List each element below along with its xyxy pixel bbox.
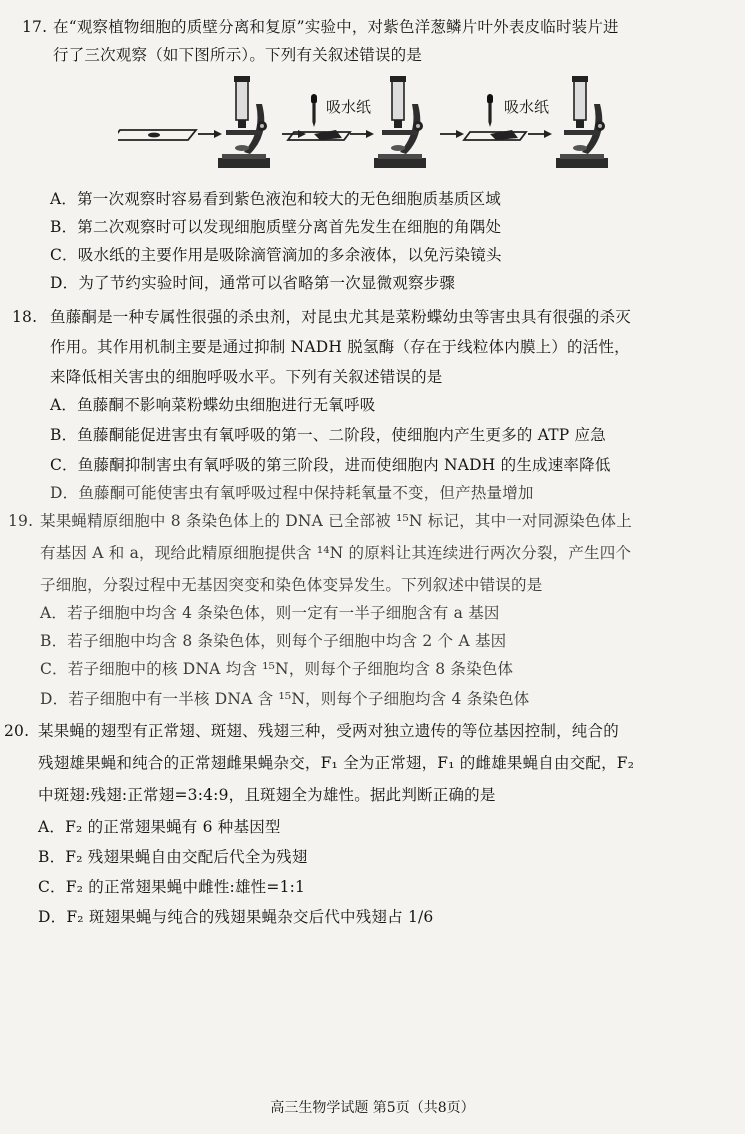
experiment-figure	[118, 74, 618, 174]
q17-option-d: D．为了节约实验时间，通常可以省略第一次显微观察步骤	[50, 274, 456, 292]
q20-option-c: C．F₂ 的正常翅果蝇中雌性:雄性=1:1	[38, 878, 306, 896]
q19-stem-line-1: 某果蝇精原细胞中 8 条染色体上的 DNA 已全部被 ¹⁵N 标记，其中一对同源染色体上	[40, 512, 632, 530]
q19-stem-line-2: 有基因 A 和 a，现给此精原细胞提供含 ¹⁴N 的原料让其连续进行两次分裂，产生四个	[40, 544, 632, 562]
slide-3	[464, 130, 526, 140]
q20-stem-line-3: 中斑翅:残翅:正常翅=3:4:9，且斑翅全为雄性。据此判断正确的是	[38, 786, 496, 804]
q17-option-b: B．第二次观察时可以发现细胞质壁分离首先发生在细胞的角隅处	[50, 218, 502, 236]
q20-option-d: D．F₂ 斑翅果蝇与纯合的残翅果蝇杂交后代中残翅占 1/6	[38, 908, 434, 926]
absorbent-paper-label-1: 吸水纸	[326, 98, 372, 116]
q19-option-c: C．若子细胞中的核 DNA 均含 ¹⁵N，则每个子细胞均含 8 条染色体	[40, 660, 514, 678]
q20-option-b: B．F₂ 残翅果蝇自由交配后代全为残翅	[38, 848, 308, 866]
q18-stem-line-1: 鱼藤酮是一种专属性很强的杀虫剂，对昆虫尤其是菜粉蝶幼虫等害虫具有很强的杀灭	[50, 308, 631, 326]
page-footer: 高三生物学试题 第5页（共8页）	[270, 1100, 475, 1116]
q18-option-a: A．鱼藤酮不影响菜粉蝶幼虫细胞进行无氧呼吸	[50, 396, 376, 414]
q18-stem-line-2: 作用。其作用机制主要是通过抑制 NADH 脱氢酶（存在于线粒体内膜上）的活性，	[50, 338, 630, 356]
q18-option-d: D．鱼藤酮可能使害虫有氧呼吸过程中保持耗氧量不变，但产热量增加	[50, 484, 534, 502]
q18-option-c: C．鱼藤酮抑制害虫有氧呼吸的第三阶段，进而使细胞内 NADH 的生成速率降低	[50, 456, 611, 474]
q18-option-b: B．鱼藤酮能促进害虫有氧呼吸的第一、二阶段，使细胞内产生更多的 ATP 应急	[50, 426, 606, 444]
q19-option-b: B．若子细胞中均含 8 条染色体，则每个子细胞中均含 2 个 A 基因	[40, 632, 507, 650]
q20-number: 20.	[4, 722, 30, 740]
q20-stem-line-1: 某果蝇的翅型有正常翅、斑翅、残翅三种，受两对独立遗传的等位基因控制，纯合的	[38, 722, 619, 740]
q17-stem-line-1: 在“观察植物细胞的质壁分离和复原”实验中，对紫色洋葱鳞片叶外表皮临时装片进	[53, 18, 619, 36]
q19-option-d: D．若子细胞中有一半核 DNA 含 ¹⁵N，则每个子细胞均含 4 条染色体	[40, 690, 530, 708]
q20-option-a: A．F₂ 的正常翅果蝇有 6 种基因型	[38, 818, 281, 836]
q19-option-a: A．若子细胞中均含 4 条染色体，则一定有一半子细胞含有 a 基因	[40, 604, 500, 622]
slide-1	[118, 130, 196, 140]
q18-stem-line-3: 来降低相关害虫的细胞呼吸水平。下列有关叙述错误的是	[50, 368, 443, 386]
q19-number: 19.	[8, 512, 34, 530]
q17-option-a: A．第一次观察时容易看到紫色液泡和较大的无色细胞质基质区域	[50, 190, 501, 208]
q20-stem-line-2: 残翅雄果蝇和纯合的正常翅雌果蝇杂交，F₁ 全为正常翅，F₁ 的雌雄果蝇自由交配，F₂	[38, 754, 635, 772]
q17-option-c: C．吸水纸的主要作用是吸除滴管滴加的多余液体，以免污染镜头	[50, 246, 502, 264]
q17-number: 17.	[22, 18, 48, 36]
q19-stem-line-3: 子细胞，分裂过程中无基因突变和染色体变异发生。下列叙述中错误的是	[40, 576, 543, 594]
q18-number: 18.	[12, 308, 38, 326]
absorbent-paper-label-2: 吸水纸	[504, 98, 550, 116]
slide-2	[288, 130, 350, 140]
q17-stem-line-2: 行了三次观察（如下图所示）。下列有关叙述错误的是	[53, 46, 423, 64]
